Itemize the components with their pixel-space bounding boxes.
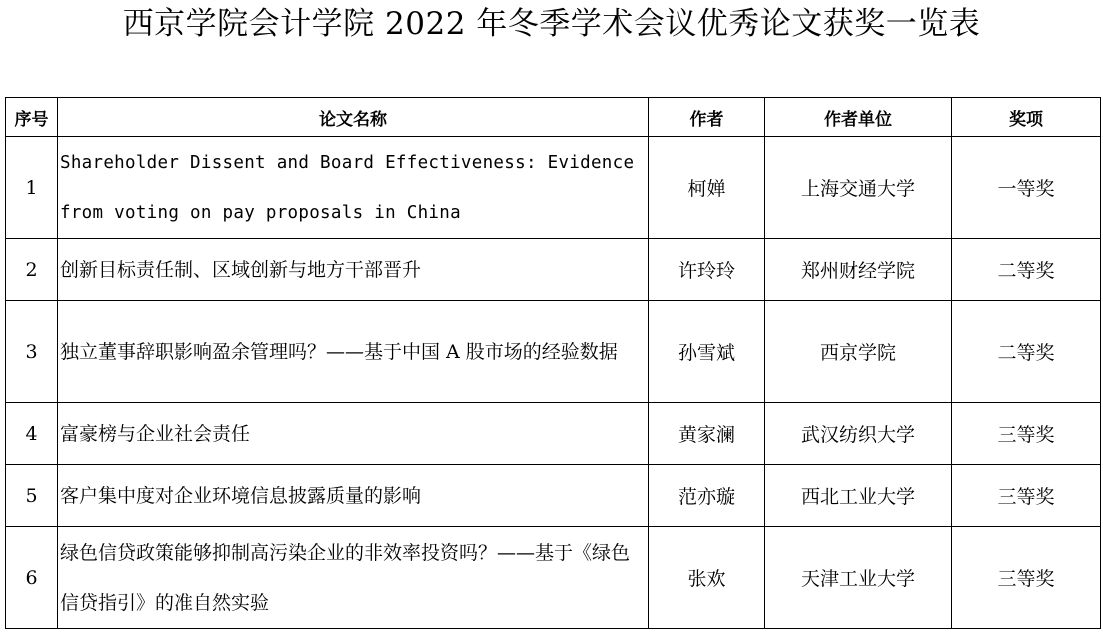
cell-paper-title: Shareholder Dissent and Board Effectiveness: Evidence from voting on pay proposals in China xyxy=(58,137,649,239)
cell-award: 三等奖 xyxy=(952,465,1101,527)
cell-affiliation: 西北工业大学 xyxy=(765,465,952,527)
cell-award: 三等奖 xyxy=(952,527,1101,629)
document-title: 西京学院会计学院 2022 年冬季学术会议优秀论文获奖一览表 xyxy=(122,6,981,42)
cell-author: 张欢 xyxy=(649,527,765,629)
cell-index: 1 xyxy=(6,137,58,239)
cell-affiliation: 郑州财经学院 xyxy=(765,239,952,301)
header-index: 序号 xyxy=(6,98,58,137)
cell-award: 三等奖 xyxy=(952,403,1101,465)
cell-award: 二等奖 xyxy=(952,239,1101,301)
cell-index: 6 xyxy=(6,527,58,629)
table-header-row xyxy=(6,98,1101,137)
cell-author: 黄家澜 xyxy=(649,403,765,465)
header-award: 奖项 xyxy=(952,98,1101,137)
header-author: 作者 xyxy=(649,98,765,137)
table-row xyxy=(6,403,1101,465)
cell-paper-title: 绿色信贷政策能够抑制高污染企业的非效率投资吗？——基于《绿色信贷指引》的准自然实验 xyxy=(58,527,649,629)
table-row xyxy=(6,137,1101,239)
cell-affiliation: 上海交通大学 xyxy=(765,137,952,239)
cell-index: 5 xyxy=(6,465,58,527)
cell-paper-title: 富豪榜与企业社会责任 xyxy=(58,403,649,465)
table-row xyxy=(6,239,1101,301)
cell-index: 4 xyxy=(6,403,58,465)
cell-affiliation: 西京学院 xyxy=(765,301,952,403)
cell-paper-title: 独立董事辞职影响盈余管理吗？——基于中国 A 股市场的经验数据 xyxy=(58,301,649,403)
cell-paper-title: 客户集中度对企业环境信息披露质量的影响 xyxy=(58,465,649,527)
cell-paper-title: 创新目标责任制、区域创新与地方干部晋升 xyxy=(58,239,649,301)
awards-table xyxy=(5,97,1101,629)
table-row xyxy=(6,465,1101,527)
cell-index: 3 xyxy=(6,301,58,403)
cell-author: 许玲玲 xyxy=(649,239,765,301)
header-paper-title: 论文名称 xyxy=(58,98,649,137)
cell-affiliation: 武汉纺织大学 xyxy=(765,403,952,465)
table-row xyxy=(6,527,1101,629)
cell-author: 范亦璇 xyxy=(649,465,765,527)
cell-author: 柯婵 xyxy=(649,137,765,239)
cell-affiliation: 天津工业大学 xyxy=(765,527,952,629)
table-row xyxy=(6,301,1101,403)
header-affiliation: 作者单位 xyxy=(765,98,952,137)
cell-author: 孙雪斌 xyxy=(649,301,765,403)
cell-award: 一等奖 xyxy=(952,137,1101,239)
cell-index: 2 xyxy=(6,239,58,301)
cell-award: 二等奖 xyxy=(952,301,1101,403)
